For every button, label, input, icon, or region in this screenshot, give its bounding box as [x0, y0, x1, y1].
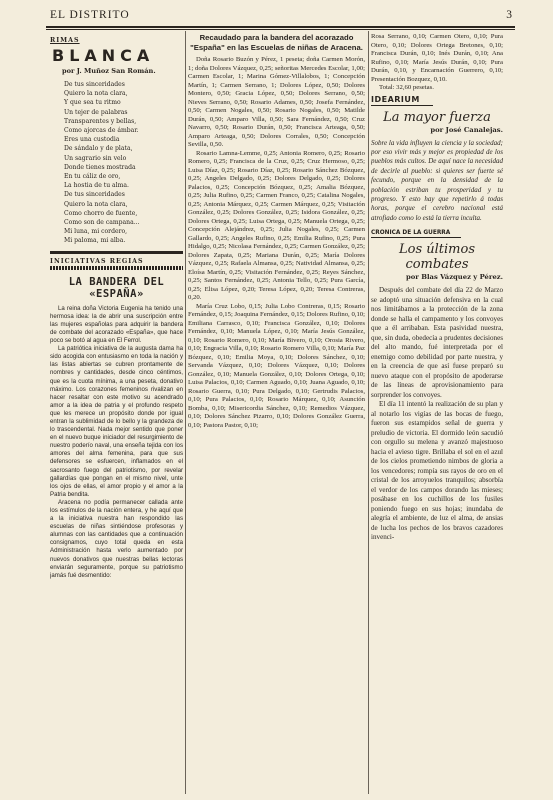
- poem-line: Mi paloma, mi alba.: [64, 237, 126, 245]
- poem-line: Quiero la nota clara,: [64, 90, 128, 98]
- column-divider: [368, 31, 369, 794]
- donation-list-title: Recaudado para la bandera del acorazado "España" en las Escuelas de niñas de Aracena.: [190, 33, 363, 52]
- section-rule: [371, 237, 461, 238]
- poem-line: Un tejer de palabras: [64, 108, 128, 116]
- donation-total: Total: 32,60 pesetas.: [379, 84, 434, 91]
- poem-line: De tus sinceridades: [64, 81, 125, 88]
- column-1: [50, 33, 183, 794]
- donation-paragraph: Doña Rosario Buzón y Pérez, 1 peseta; doña Carmen Morón, 1; doña Dolores Vázquez, 0,25; señoritas Mercedes Escolar, 1,00; Carmen Escolar, 1; Marina Gómez-Villalobos, 1; Concepción Martín, 1; Carmen Serrano, 1; Dolores López, 0,50; Dolores Montero, 0,50; Gracia López, 0,50; Dolores Serrano, 0,50; Nieves Serrano, 0,50; Rosario Adames, 0,50; Josefa Fernández, 0,50; Carmen Nogales, 0,50; Rosario Nogales, 0,50; Matilde Durán, 0,50; Amparo Villa, 0,50; Sara Fernández, 0,50; Cruz Navarro, 0,50; Rosario Durán, 0,50; Francisca Arteaga, 0,50; Amparo Arteaga, 0,50; Dolores Corrales, 0,50; Concepción Sevilla, 0,50.: [188, 56, 365, 148]
- article-paragraph: Aracena no podía permanecer callada ante los estímulos de la nación entera, y he aquí que a la iniciativa nuestra han respondido las escuelas de niñas sintiéndose profesoras y alumnas con las cantidades que a continuación consignamos, cuyo total queda en esta Administración hasta verlo aumentado por nuevos donativos que nuestras bellas lectoras enviarán seguramente, porque su patriotismo jamás fué desmentido:: [50, 498, 183, 579]
- decorative-stripe: [50, 266, 183, 270]
- newspaper-title: EL DISTRITO: [50, 9, 130, 21]
- article-body: [50, 305, 183, 580]
- combates-paragraph: Después del combate del día 22 de Marzo se adoptó una situación defensiva en la cual nos limitábamos a la protección de la zona donde se halla el campamento y los convoyes que a él arribaban. Esta pasividad nuestra, que, sin duda, obedecía a prudentes decisiones del alto mando, fué interpretada por el enemigo como debilidad por parte nuestra, y en la creencia de que así fuese preparó su nuevo ataque con el propósito de apoderarse de las líneas de aprovisionamiento para sorprender los convoyes.: [371, 286, 503, 399]
- combates-body: [371, 286, 503, 543]
- poem-line: Como chorro de fuente,: [64, 209, 138, 217]
- poem-line: Transparentes y bellas,: [64, 117, 137, 125]
- donation-paragraph: María Cruz Lobo, 0,15; Julia Lobo Contreras, 0,15; Rosario Fernández, 0,15; Joaquina Fernández, 0,15; Dolores Rufino, 0,10; Emiliana Carrasco, 0,10; Francisca González, 0,10; Dolores Fernández, 0,10; Manuela López, 0,10; María Jesús González, 0,10; Rosario Romero, 0,10; María Bivero, 0,10; Orosia Rivero, 0,10; Engracia Villa, 0,10; Rosario Romero Villa, 0,10; María Paz Bózquez, 0,10; Emilia Moya, 0,10; Dolores Sánchez, 0,10; Servanda Vázquez, 0,10; Dolores Vázquez, 0,10; Dolores González, 0,10; Manuela González, 0,10; Dolores Ortega, 0,10; Luisa Palacios, 0,10; Carmen Aguado, 0,10; Juana Aguado, 0,10; Rosario Guerra, 0,10; Pura Delgado, 0,10; Gertrudis Palacios, 0,10; Pura Palacios, 0,10; Rosario Márquez, 0,10; Asunción Bomba, 0,10; Misericordia Sánchez, 0,10; Remedios Vázquez, 0,10; Dolores Sánchez Pizarro, 0,10; Dolores González Guerra, 0,10; Pastora Pastor, 0,10;: [188, 302, 365, 429]
- column-2: [188, 33, 365, 794]
- idearium-quote: Sobre la vida influyen la ciencia y la sociedad; por eso vivir más y mejor es propiedad de los pueblos más cultos. De aquí nace la necesidad de decirle al pueblo: si quieres ser fuerte sé fecundo, porque en la densidad de la población estriban tu prosperidad y tu progreso. Y esto hay que repetirlo á todas horas, porque el cerebro nacional está atrofiado como lo está la tierra inculta.: [371, 138, 503, 222]
- poem-line: En tu cáliz de oro,: [64, 173, 121, 181]
- poem-line: Donde tienes mostrada: [64, 163, 136, 171]
- column-divider: [185, 31, 186, 794]
- poem-line: La hostia de tu alma.: [64, 182, 129, 190]
- header-rule: [46, 26, 515, 30]
- running-head: [50, 6, 513, 24]
- poem-line: Eres una custodia: [64, 136, 120, 144]
- poem-line: Como son de campana...: [64, 219, 140, 227]
- poem-line: De tus sinceridades: [64, 191, 125, 199]
- section-rule: [50, 251, 183, 254]
- donation-list: [188, 56, 365, 430]
- poem-line: Quiero la nota clara,: [64, 200, 128, 208]
- section-label-iniciativas: INICIATIVAS REGIAS: [50, 257, 144, 265]
- combates-title: Los últimos combates: [398, 242, 475, 273]
- column-3: [371, 33, 503, 794]
- poem: [50, 80, 183, 246]
- poem-line: Y que sea tu ritmo: [64, 99, 121, 107]
- donation-paragraph: Rosario Lamna-Lemme, 0,25; Antonia Romero, 0,25; Rosario Romero, 0,25; Francisca de la Cruz, 0,25; Cruz Hermoso, 0,25; Luisa Díaz, 0,25; Rosario Díaz, 0,25; Rosario Sánchez Bózquez, 0,25; Angeles Delgado, 0,25; Dolores Delgado, 0,25; Dolores Palacios, 0,25; Concepción Bózquez, 0,25; Amalia Bózquez, 0,25; Julia Rufino, 0,25; Carmen Franco, 0,25; Catalina Nogales, 0,25; Antonia Márquez, 0,25; Carmen Márquez, 0,25; Visitación González, 0,25; Dolores González, 0,25; Isidora González, 0,25; Dolores Ortega, 0,25; Luisa Ortega, 0,25; Manuela Ortega, 0,25; Concepción Alejándrez, 0,25; Julia Nogales, 0,25; Carmen Gallardo, 0,25; Angeles Rufino, 0,25; Emilia Rufino, 0,25; Pura Hidalgo, 0,25; Nicolasa Fernández, 0,25; Carmen González, 0,25; Dolores Zapata, 0,25; Mariana Durán, 0,25; María Dolores Vázquez, 0,25; Rafaela Almansa, 0,25; Natividad Almansa, 0,25; Eloísa Martín, 0,25; Visitación Fernández, 0,25; Reyes Sánchez, 0,25; Santos Fernández, 0,25; Antonia Tello, 0,25; Pura García, 0,25; Elisa López, 0,20; Teresa López, 0,20; Teresa Contreras, 0,20.: [188, 149, 365, 301]
- idearium-byline: por José Canalejas.: [430, 125, 503, 134]
- idearium-title: La mayor fuerza: [383, 109, 491, 125]
- page-number: 3: [506, 9, 513, 21]
- article-paragraph: La patriótica iniciativa de la augusta dama ha sido acogida con entusiasmo en toda la nación y las listas abiertas se cubren prontamente de nombres y cantidades, desde cinco céntimos, que es la cuota mínima, a una peseta, donativo máximo. Los corazones femeninos rivalizan en hacer resaltar con este motivo su acendrado amor a la idea de patria y el profundo respeto que les merece un propósito donde por igual entran la sublimidad de lo bello y la grandeza de lo trascendental. Nada mejor sentido que poner en el nuevo buque iniciador del resurgimiento de nuestro poderío naval, una enseña tejida con los amores del alma femenina, para que sus defensores se esfuercen, inflamados en el sacrosanto fuego del patriotismo, por revelar gallardías que pongan en el mismo nivel, unte los ojos de ellas, el amor propio y el amor a la Patria bendita.: [50, 345, 183, 498]
- combates-paragraph: El día 11 intentó la realización de su plan y al notarlo los vigías de las bocas de fuego, fueron sus estampidos señal de guerra y preludio de victoria. El dormido león sacudió con orgullo su melena y avanzó majestuoso hacia el avieso tigre. Brillaba el sol en el azul de los cielos prometiendo nimbos de gloria a los vencedores; rompía sus rayos de oro en el cristal de los arroyuelos tranquilos; absorbía el verdor de los campos dorando las mieses; posábase en los cuchillos de los fusiles poniendo fuego en sus hojas; inundaba de alegría el ambiente, de luz el alma, de ansias de lucha los pechos de los bravos cazadores invenci-: [371, 400, 503, 542]
- combates-byline: por Blas Vázquez y Pérez.: [405, 273, 503, 282]
- section-rule: [371, 105, 433, 106]
- poem-line: Mi luna, mi cordero,: [64, 228, 128, 236]
- article-title: LA BANDERA DEL «ESPAÑA»: [68, 275, 165, 300]
- section-label-cronica: CRONICA DE LA GUERRA: [371, 230, 451, 237]
- article-paragraph: La reina doña Victoria Eugenia ha tenido una hermosa idea: la de abrir una suscripción entre las mujeres españolas para adquirir la bandera de combate del acorazado «España», que hace poco se botó al agua en El Ferrol.: [50, 304, 183, 345]
- section-label-rimas: RIMAS: [50, 37, 80, 44]
- poem-line: Como ajorcas de ámbar.: [64, 127, 139, 135]
- donation-paragraph: Rosa Serrano, 0,10; Carmen Otero, 0,10; Pura Otero, 0,10; Dolores Ortega Bretones, 0,10; Francisca Durán, 0,10; Inés Durán, 0,10; Ana Rufino, 0,10; María Jesús Durán, 0,10; Pura Durán, 0,10, y Encarnación Guerrero, 0,10; Presentación Bozquez, 0,10.: [371, 33, 503, 83]
- donation-list-continued: [371, 33, 503, 93]
- section-label-idearium: IDEARIUM: [371, 94, 420, 104]
- poem-line: De sándalo y de plata,: [64, 145, 133, 153]
- poem-byline: por J. Muñoz San Román.: [62, 67, 156, 75]
- poem-title: BLANCA: [52, 46, 155, 65]
- poem-line: Un sagrario sin velo: [64, 154, 127, 162]
